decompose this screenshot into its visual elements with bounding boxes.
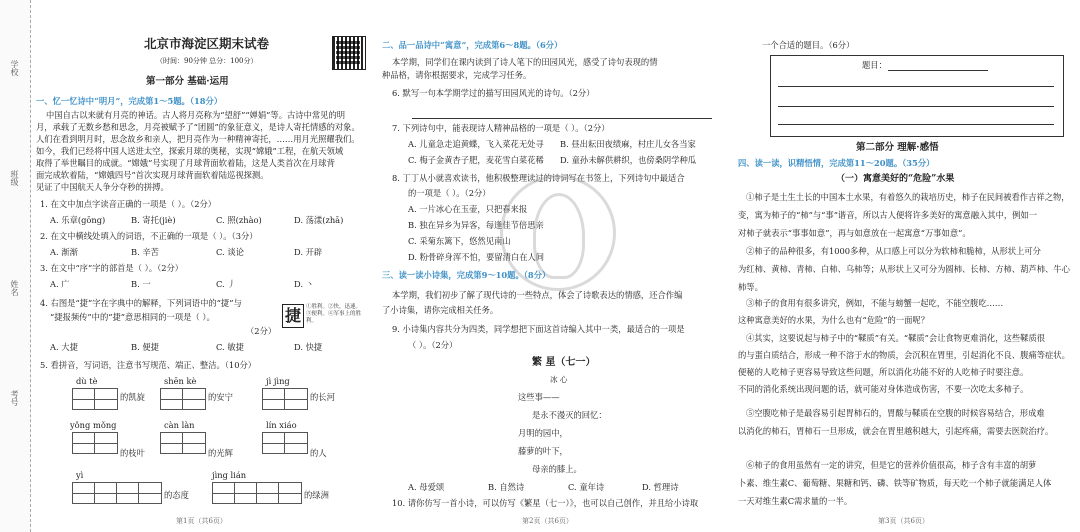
fill-text: 的凯旋 [120, 392, 145, 402]
option[interactable]: B. 自然诗 [488, 482, 525, 492]
article-line: 为红柿、黄柿、青柿、白柿、乌柿等；从形状上又可分为圆柿、长柿、方柿、葫芦柿、牛心 [738, 264, 1070, 274]
pinyin: jìng lián [212, 470, 247, 480]
writing-grid[interactable] [262, 432, 308, 454]
pinyin: yì [76, 470, 84, 480]
question-9: 9. 小诗集内容共分为四类，同学想把下面这首诗编入其中一类，最适合的一项是 [392, 324, 685, 334]
question-7: 7. 下列诗句中，能表现诗人精神品格的一项是（ ）。（2分） [392, 123, 610, 133]
article-line: 一天对维生素C需求量的一半。 [738, 496, 853, 506]
option[interactable]: C. 敏捷 [216, 342, 244, 352]
option[interactable]: C. 梅子金黄杏子肥，麦花雪白菜花稀 [408, 155, 544, 165]
answer-line[interactable] [412, 118, 712, 119]
writing-grid[interactable] [160, 388, 206, 410]
binding-label: 考号 [10, 390, 19, 406]
article-line: 对柿子就表示“事事如意”，再与如意放在一起寓意“万事如意”。 [738, 228, 971, 238]
article-line: ②柿子的品种很多，有1000多种，从口感上可以分为软柿和脆柿，从形状上可分 [746, 246, 1041, 256]
question-4-cont: “捷报频传”中的“捷”意思相同的一项是（ ）。 [50, 312, 215, 322]
option[interactable]: B. 一 [131, 279, 151, 289]
option[interactable]: C. 童年诗 [568, 482, 605, 492]
fill-text: 的枝叶 [120, 448, 145, 458]
article-line: ⑥柿子的食用虽然有一定的讲究，但是它的营养价值很高，柿子含有丰富的胡萝 [746, 460, 1037, 470]
dictionary-character: 捷 [282, 304, 304, 328]
article-line: 不同的消化系统出现问题的话，就可能对身体造成伤害，不要一次吃太多柿子。 [738, 384, 1029, 394]
pinyin: dù tè [76, 376, 98, 386]
option[interactable]: B. 独在异乡为异客，每逢佳节倍思亲 [408, 220, 544, 230]
pinyin: yǒng mǒng [70, 420, 117, 430]
writing-grid[interactable] [212, 482, 302, 504]
article-line: ③柿子的食用有很多讲究，例如，不能与螃蟹一起吃，不能空腹吃…… [746, 298, 1004, 308]
question-2: 2. 在文中横线处填入的词语，不正确的一项是（ ）。（3分） [40, 231, 258, 241]
writing-grid[interactable] [72, 482, 162, 504]
option[interactable]: D. 快捷 [294, 342, 323, 352]
page-1 [36, 0, 366, 532]
option[interactable]: A. 母爱颂 [408, 482, 445, 492]
article-line: 卜素、维生素C、葡萄糖、果糖和钙、磷、铁等矿物质，每天吃一个柿子就能满足人体 [738, 478, 1052, 488]
option[interactable]: A. 渐渐 [50, 247, 78, 257]
question-1: 1. 在文中加点字读音正确的一项是（ ）。（2分） [40, 199, 217, 209]
option[interactable]: B. 辛苦 [131, 247, 159, 257]
option[interactable]: C. 谈论 [216, 247, 244, 257]
option[interactable]: D. 开辟 [294, 247, 323, 257]
pinyin: càn làn [164, 420, 195, 430]
passage-line: 取得了举世瞩目的成就。“嫦娥”号实现了月球背面软着陆，这是人类首次在月球背 [36, 158, 335, 168]
question-8: 8. 丁丁从小就喜欢读书，他积极整理读过的诗词写在书签上，下列诗句中最适合 [392, 173, 685, 183]
part-heading: 第一部分 基础·运用 [146, 76, 229, 87]
option[interactable]: D. 荡漾(zhā) [294, 215, 344, 225]
intro-line: 本学期，同学们在课内读到了诗人笔下的田园风光，感受了诗句表现的情 [392, 57, 658, 67]
article-title: （一）寓意美好的“危险”水果 [836, 174, 955, 184]
page-footer: 第1页（共6页） [176, 517, 227, 525]
passage-line: 月，承载了无数乡愁和思念，月亮被赋予了“团圆”的象征意义，是诗人寄托情感的对象。 [36, 122, 360, 132]
question-4: 4. 右图是“捷”字在字典中的解释，下列词语中的“捷”与 [40, 298, 242, 308]
option[interactable]: C. 丿 [216, 279, 236, 289]
binding-margin [0, 0, 31, 532]
option[interactable]: A. 一片冰心在玉壶，只把春来报 [408, 204, 528, 214]
answer-line[interactable] [778, 106, 1054, 107]
question-8-cont: 的一项是（ ）。（2分） [408, 188, 491, 198]
intro-line: 了小诗集，请你完成相关任务。 [382, 305, 499, 315]
page-footer: 第2页（共6页） [522, 517, 573, 525]
fill-text: 的态度 [164, 490, 189, 500]
writing-grid[interactable] [72, 432, 118, 454]
binding-label: 姓名 [10, 280, 19, 296]
option[interactable]: A. 广 [50, 279, 70, 289]
question-6: 6. 默写一句本学期学过的描写田园风光的诗句。（2分） [392, 88, 595, 98]
dictionary-entry: ①胜利。②快，迅速。③便利。④军事上的胜利。 [306, 304, 362, 324]
section-heading: 一、忆一忆诗中“明月”，完成第1～5题。（18分） [36, 96, 223, 106]
poem-line: 月明的园中， [518, 428, 568, 438]
option[interactable]: D. 童孙未解供耕织，也傍桑阴学种瓜 [560, 155, 697, 165]
passage-line: 见证了中国航天人争分夺秒的拼搏。 [36, 182, 169, 192]
pinyin: lín xiáo [266, 420, 297, 430]
section-heading: 三、读一读小诗集，完成第9～10题。（8分） [382, 270, 551, 280]
poem-title: 繁 星（七一） [532, 357, 596, 368]
article-line: 这种寓意美好的水果，为什么也有“危险”的一面呢？ [738, 315, 930, 325]
question-10-cont: 一个合适的题目。（6分） [762, 40, 855, 50]
option[interactable]: A. 大捷 [50, 342, 78, 352]
page-2 [382, 0, 722, 532]
poem-line: 这些事—— [518, 392, 560, 402]
answer-line[interactable] [778, 124, 1054, 125]
question-9-cont: （ ）。（2分） [408, 340, 458, 350]
poem-line: 是永不漫灭的回忆： [532, 410, 607, 420]
part-heading: 第二部分 理解·感悟 [856, 142, 939, 153]
fill-text: 的安宁 [208, 392, 233, 402]
article-line: ①柿子是土生土长的中国本土水果，有着悠久的栽培历史，柿子在民间被看作吉祥之物， [746, 192, 1070, 202]
poem-line: 母亲的膝上。 [532, 464, 582, 474]
writing-grid[interactable] [160, 432, 206, 454]
option[interactable]: A. 乐章(gōng) [50, 215, 106, 225]
pinyin: shēn kè [164, 376, 197, 386]
poem-line: 藤萝的叶下， [518, 446, 568, 456]
option[interactable]: D. 哲理诗 [642, 482, 679, 492]
fill-text: 的长河 [310, 392, 335, 402]
passage-line: 人们在看到明月时，思念故乡和亲人，把月亮作为一种精神寄托，……用月光照耀我们。 [36, 134, 360, 144]
binding-label: 班级 [10, 170, 19, 186]
option[interactable]: D. 丶 [294, 279, 314, 289]
option[interactable]: B. 寄托(jiè) [131, 215, 176, 225]
passage-line: 面完成软着陆，“嫦娥四号”首次实现月球背面软着陆巡视探测。 [36, 170, 269, 180]
answer-line[interactable] [778, 86, 1054, 87]
article-line: ④其实，这要说起与柿子中的“鞣质”有关。“鞣质”会让食物更难消化，这些鞣质很 [746, 333, 1046, 343]
option[interactable]: C. 照(zhào) [216, 215, 262, 225]
question-5: 5. 看拼音，写词语，注意书写规范、端正、整洁。（10分） [40, 360, 257, 370]
option[interactable]: C. 采菊东篱下，悠然见南山 [408, 236, 511, 246]
section-heading: 二、品一品诗中“寓意”，完成第6～8题。（6分） [382, 40, 563, 50]
page-3 [738, 0, 1074, 532]
writing-grid[interactable] [72, 388, 118, 410]
question-score: （2分） [246, 326, 277, 336]
option[interactable]: D. 粉骨碎身浑不怕，要留清白在人间 [408, 252, 545, 262]
exam-meta: （时间：90分钟 总分：100分） [156, 57, 258, 65]
section-heading: 四、读一读，识精悟情，完成第11～20题。（35分） [738, 158, 935, 168]
option[interactable]: B. 昼出耘田夜绩麻，村庄儿女各当家 [560, 139, 696, 149]
question-3: 3. 在文中“序”字的部首是（ ）。（2分） [40, 263, 184, 273]
article-line: 柿等。 [738, 282, 763, 292]
article-line: 便秘的人吃柿子更容易导致这些问题，所以消化功能不好的人吃柿子时要注意。 [738, 367, 1029, 377]
fill-text: 的绿洲 [304, 490, 329, 500]
article-line: ⑤空腹吃柿子是最容易引起胃柿石的，胃酸与鞣质在空腹的时候容易结合，形成难 [746, 408, 1045, 418]
title-line[interactable] [888, 70, 988, 71]
pinyin: jì jìng [266, 376, 290, 386]
poem-author: 冰 心 [550, 375, 568, 384]
article-line: 的与蛋白质结合，形成一种不溶于水的物质，会沉积在胃里，引起消化不良、腹痛等症状。 [738, 350, 1070, 360]
question-10: 10. 请你仿写一首小诗，可以仿写《繁星（七一）》，也可以自己创作，并且给小诗取 [392, 498, 699, 508]
option[interactable]: B. 便捷 [131, 342, 159, 352]
page-footer: 第3页（共6页） [878, 517, 929, 525]
binding-label: 学校 [10, 60, 19, 76]
intro-line: 本学期，我们初步了解了现代诗的一些特点，体会了诗歌表达的情感，还合作编 [392, 290, 683, 300]
article-line: 变，寓为柿子的“柿”与“事”谐音，所以古人便将许多美好的寓意融入其中，例如一 [738, 210, 1038, 220]
fill-text: 的光辉 [208, 448, 233, 458]
qr-code-pattern [336, 40, 360, 64]
passage-line: 中国自古以来就有月亮的神话。古人将月亮称为“望舒”“婵娟”等。古诗中常见的明 [46, 110, 346, 120]
writing-grid[interactable] [262, 388, 308, 410]
answer-title-label: 题目： [862, 60, 887, 70]
exam-title: 北京市海淀区期末试卷 [144, 36, 270, 51]
fill-text: 的人 [310, 448, 327, 458]
article-line: 以消化的柿石，胃柿石一旦形成，就会在胃里越积越大，引起疼痛，需要去医院治疗。 [738, 426, 1054, 436]
intro-line: 种品格，请你根据要求，完成学习任务。 [382, 70, 532, 80]
passage-line: 如今，我们已经将中国人送进太空，探索月球的奥秘，实现“嫦娥”工程，在航天领域 [36, 146, 344, 156]
option[interactable]: A. 儿童急走追黄蝶，飞入菜花无处寻 [408, 139, 544, 149]
